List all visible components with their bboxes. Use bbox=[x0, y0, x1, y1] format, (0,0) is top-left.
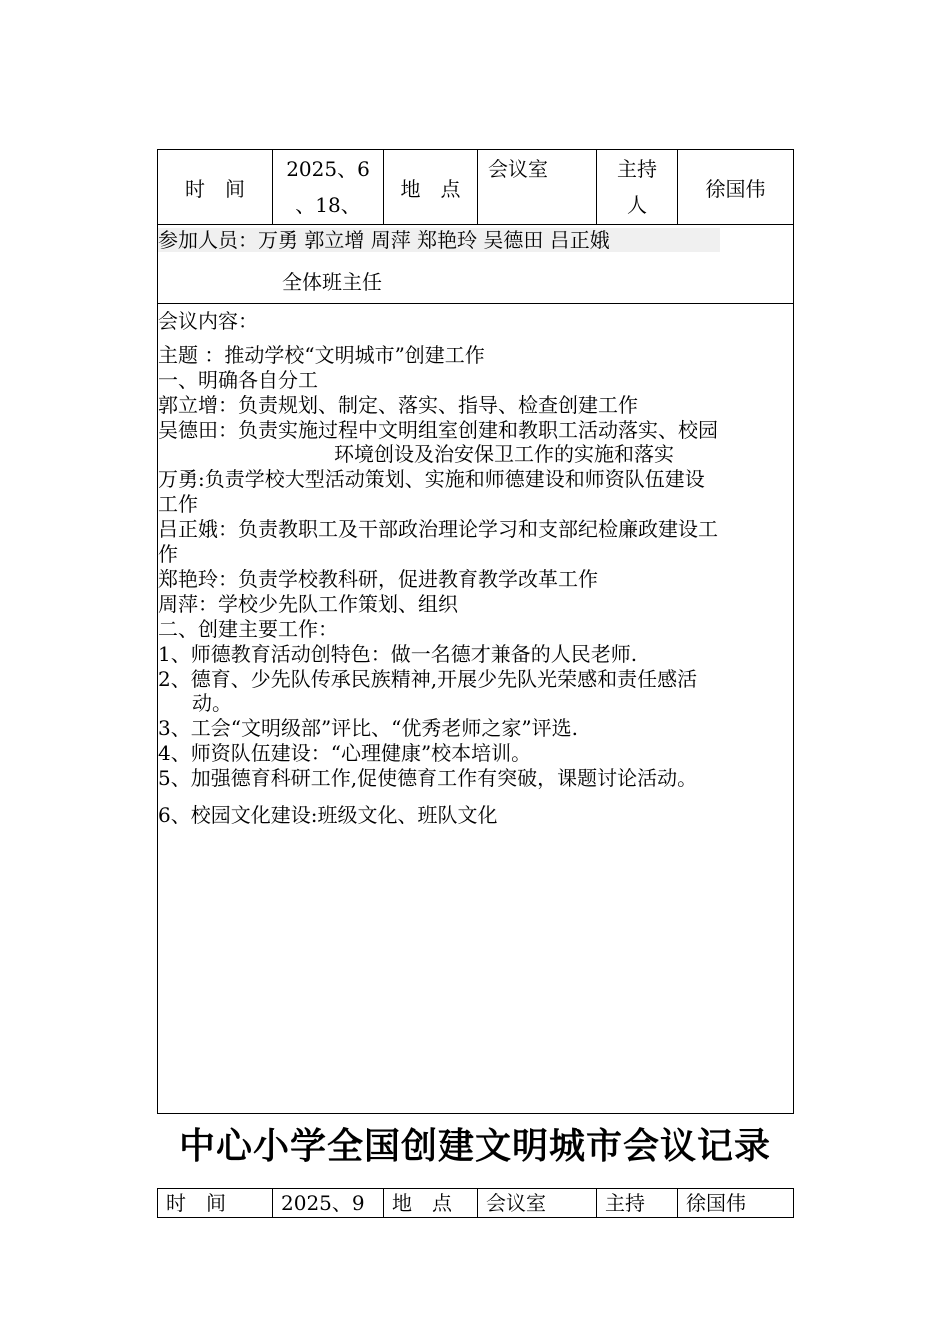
attendees-line2: 全体班主任 bbox=[282, 270, 382, 294]
host-label-line1: 主持 bbox=[617, 157, 657, 181]
place-value: 会议室 bbox=[478, 150, 597, 225]
host-label bbox=[597, 150, 678, 225]
duty-line: 工作 bbox=[158, 492, 198, 516]
meeting-content-cell bbox=[158, 304, 794, 1114]
time-value-line2: 、18、 bbox=[295, 193, 361, 217]
work-item: 动。 bbox=[192, 691, 232, 715]
host-label-line2: 人 bbox=[627, 193, 647, 217]
place-label: 地 点 bbox=[384, 1189, 478, 1218]
section2-title: 二、创建主要工作： bbox=[158, 617, 338, 641]
duty-line: 万勇:负责学校大型活动策划、实施和师德建设和师资队伍建设 bbox=[158, 467, 705, 491]
work-item: 5、加强德育科研工作,促使德育工作有突破，课题讨论活动。 bbox=[158, 766, 698, 790]
section1-title: 一、明确各自分工 bbox=[158, 368, 318, 392]
content-heading: 会议内容： bbox=[158, 309, 258, 333]
time-label: 时 间 bbox=[158, 1189, 273, 1218]
duty-line: 作 bbox=[158, 542, 178, 566]
host-value: 徐国伟 bbox=[678, 1189, 794, 1218]
attendees-cell bbox=[158, 225, 794, 304]
time-value bbox=[273, 150, 384, 225]
place-value: 会议室 bbox=[478, 1189, 597, 1218]
duty-line: 郭立增：负责规划、制定、落实、指导、检查创建工作 bbox=[158, 393, 638, 417]
time-value: 2025、9 bbox=[273, 1189, 384, 1218]
meeting-content bbox=[158, 304, 793, 1113]
work-item: 2、德育、少先队传承民族精神,开展少先队光荣感和责任感活 bbox=[158, 667, 698, 691]
place-label: 地 点 bbox=[384, 150, 478, 225]
duty-line: 郑艳玲：负责学校教科研，促进教育教学改革工作 bbox=[158, 567, 598, 591]
host-value: 徐国伟 bbox=[678, 150, 794, 225]
work-item: 6、校园文化建设:班级文化、班队文化 bbox=[158, 803, 498, 827]
duty-line: 吴德田：负责实施过程中文明组室创建和教职工活动落实、校园 bbox=[158, 418, 718, 442]
content-topic: 主题 ：推动学校“文明城市”创建工作 bbox=[158, 343, 485, 367]
work-item: 1、师德教育活动创特色：做一名德才兼备的人民老师. bbox=[158, 642, 638, 666]
attendees-line1: 参加人员：万勇 郭立增 周萍 郑艳玲 吴德田 吕正娥 bbox=[158, 228, 720, 252]
host-label: 主持 bbox=[597, 1189, 678, 1218]
document-title: 中心小学全国创建文明城市会议记录 bbox=[178, 1125, 771, 1167]
meeting-record-table-1 bbox=[157, 149, 794, 1114]
work-item: 4、师资队伍建设：“心理健康”校本培训。 bbox=[158, 741, 532, 765]
work-item: 3、工会“文明级部”评比、“优秀老师之家”评选. bbox=[158, 716, 578, 740]
duty-line: 环境创设及治安保卫工作的实施和落实 bbox=[334, 442, 674, 466]
time-value-line1: 2025、6 bbox=[286, 157, 370, 181]
duty-line: 吕正娥：负责教职工及干部政治理论学习和支部纪检廉政建设工 bbox=[158, 517, 718, 541]
duty-line: 周萍：学校少先队工作策划、组织 bbox=[158, 592, 458, 616]
time-label: 时 间 bbox=[158, 150, 273, 225]
meeting-record-table-2 bbox=[157, 1188, 794, 1218]
